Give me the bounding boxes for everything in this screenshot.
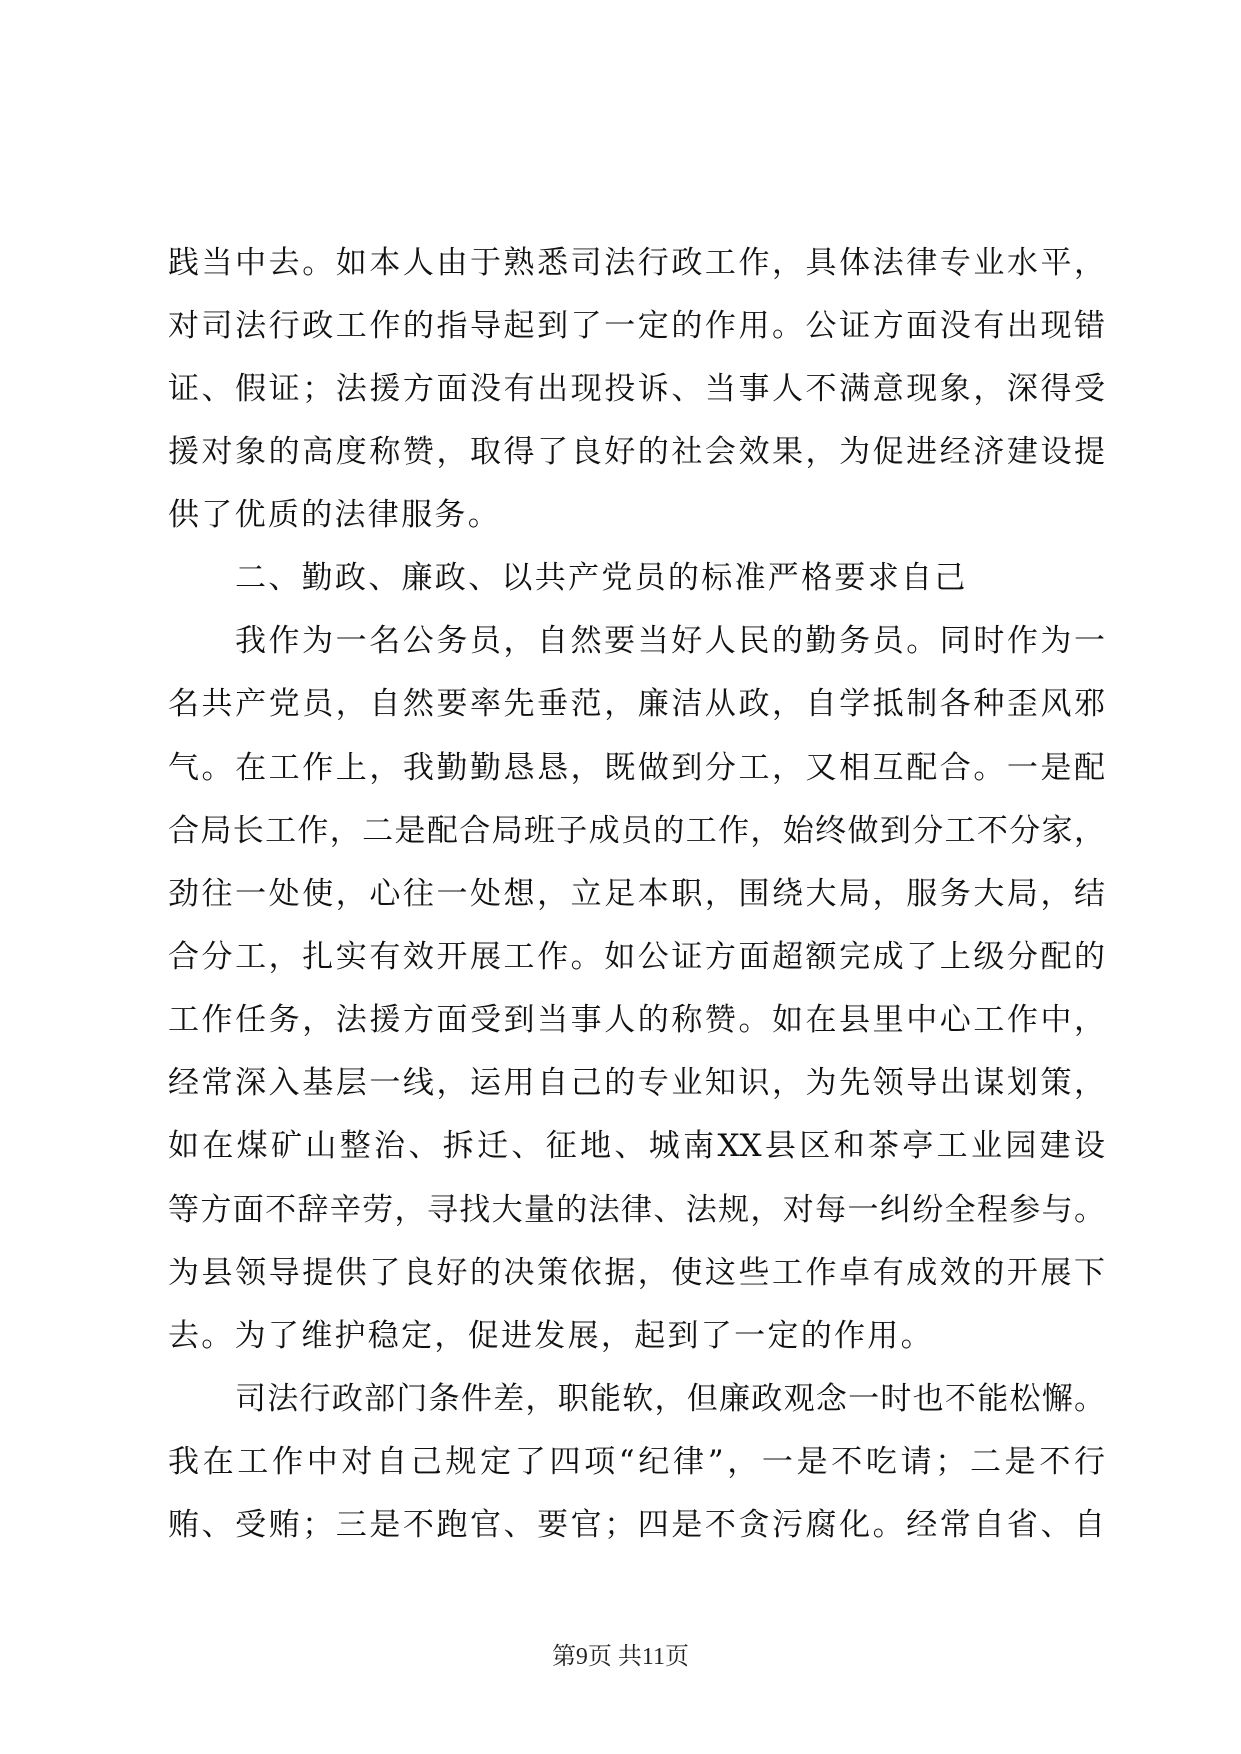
- text-line: 贿、受贿；三是不跑官、要官；四是不贪污腐化。经常自省、自: [168, 1507, 1105, 1543]
- text-line: 名共产党员，自然要率先垂范，廉洁从政，自学抵制各种歪风邪: [168, 686, 1105, 722]
- text-line: 为县领导提供了良好的决策依据，使这些工作卓有成效的开展下: [168, 1255, 1105, 1291]
- text-line: 援对象的高度称赞，取得了良好的社会效果，为促进经济建设提: [168, 434, 1105, 470]
- text-line: 我作为一名公务员，自然要当好人民的勤务员。同时作为一: [235, 623, 1105, 659]
- text-line: 合局长工作，二是配合局班子成员的工作，始终做到分工不分家，: [168, 813, 1105, 849]
- text-line: 我在工作中对自己规定了四项“纪律”，一是不吃请；二是不行: [168, 1444, 1105, 1480]
- text-line: 践当中去。如本人由于熟悉司法行政工作，具体法律专业水平，: [168, 245, 1105, 281]
- page-number: 第9页 共11页: [551, 1644, 690, 1670]
- section-heading: 二、勤政、廉政、以共产党员的标准严格要求自己: [235, 560, 968, 596]
- text-line: 劲往一处使，心往一处想，立足本职，围绕大局，服务大局，结: [168, 876, 1105, 912]
- text-line: 合分工，扎实有效开展工作。如公证方面超额完成了上级分配的: [168, 939, 1105, 975]
- text-line: 证、假证；法援方面没有出现投诉、当事人不满意现象，深得受: [168, 371, 1105, 407]
- text-line: 对司法行政工作的指导起到了一定的作用。公证方面没有出现错: [168, 308, 1105, 344]
- text-line: 工作任务，法援方面受到当事人的称赞。如在县里中心工作中，: [168, 1002, 1105, 1038]
- text-line: 等方面不辞辛劳，寻找大量的法律、法规，对每一纠纷全程参与。: [168, 1192, 1105, 1228]
- text-line: 如在煤矿山整治、拆迁、征地、城南XX县区和茶亭工业园建设: [168, 1128, 1105, 1164]
- text-line: 供了优质的法律服务。: [168, 497, 501, 533]
- text-line: 气。在工作上，我勤勤恳恳，既做到分工，又相互配合。一是配: [168, 750, 1105, 786]
- text-line: 司法行政部门条件差，职能软，但廉政观念一时也不能松懈。: [235, 1381, 1105, 1417]
- text-line: 去。为了维护稳定，促进发展，起到了一定的作用。: [168, 1318, 934, 1354]
- text-line: 经常深入基层一线，运用自己的专业知识，为先领导出谋划策，: [168, 1065, 1105, 1101]
